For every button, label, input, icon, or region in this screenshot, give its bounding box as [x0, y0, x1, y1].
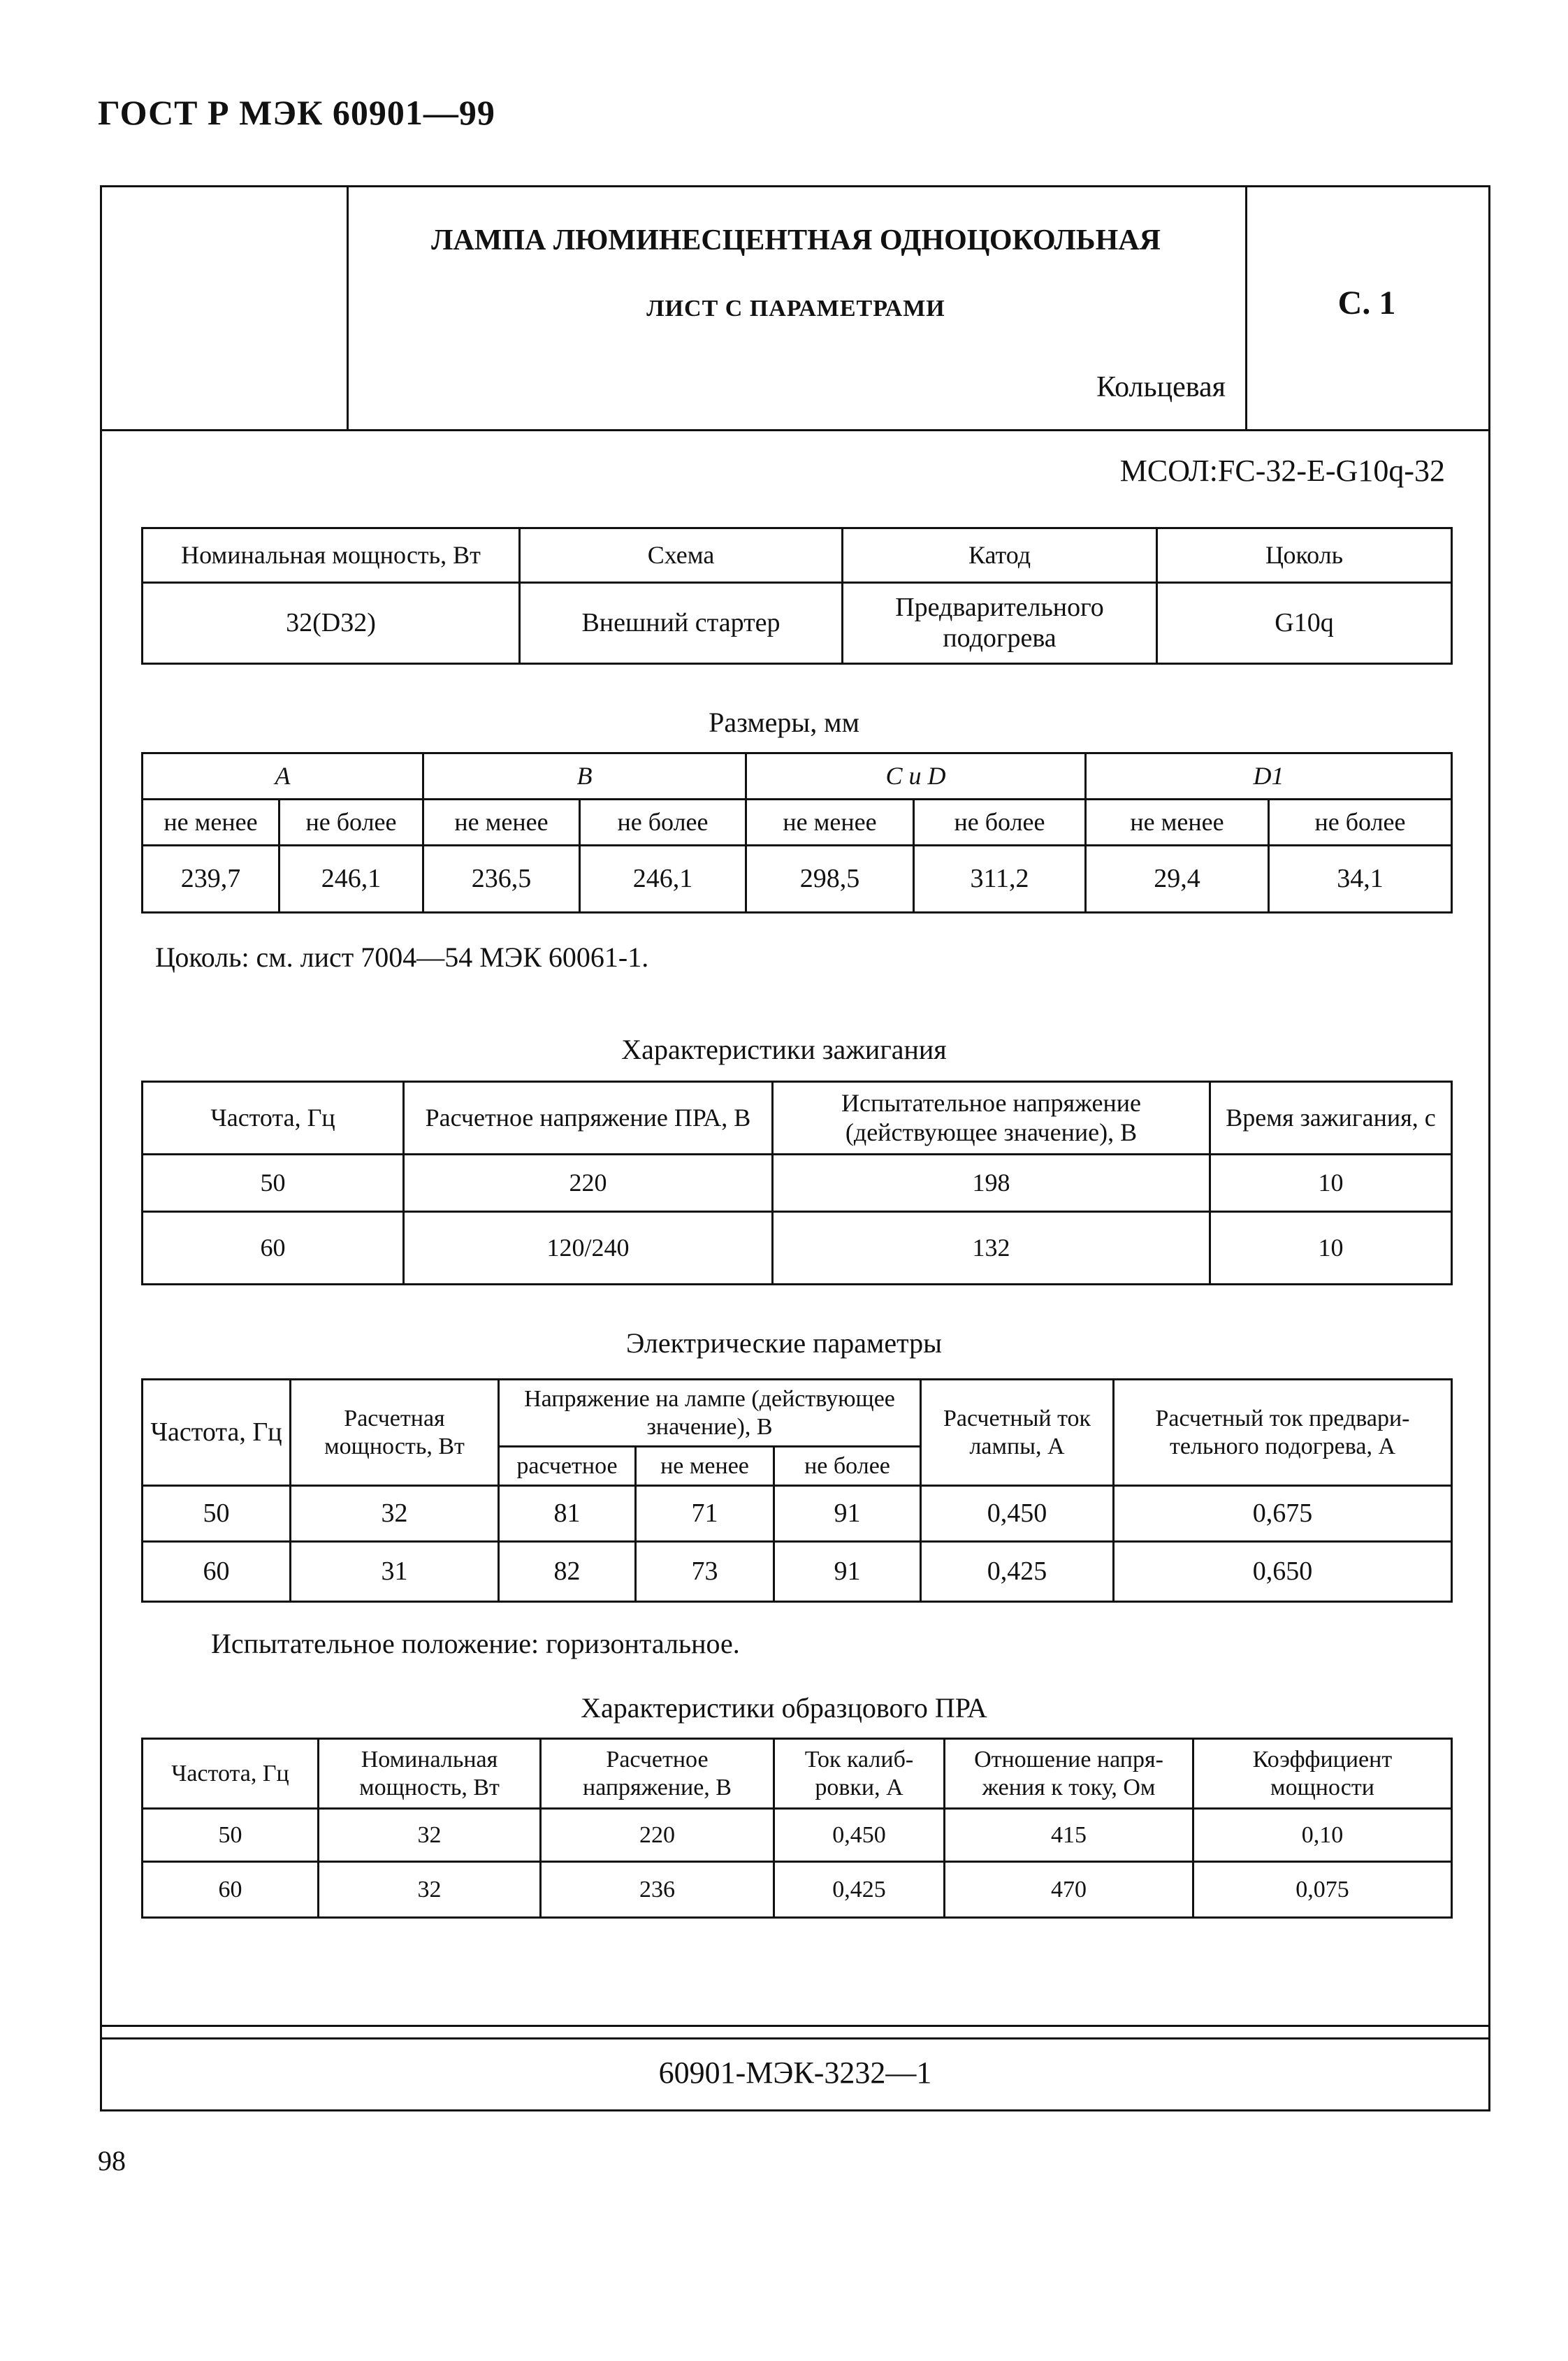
- table-cell: 32: [319, 1862, 541, 1918]
- sheet-subtitle: ЛИСТ С ПАРАМЕТРАМИ: [646, 296, 945, 322]
- table-header-cell: Расчетный ток лампы, А: [921, 1380, 1114, 1486]
- table-cell: 0,650: [1114, 1542, 1452, 1602]
- table-header-cell: не менее: [143, 800, 280, 846]
- table-header-cell: Расчетный ток предвари-тельного подогрева, А: [1114, 1380, 1452, 1486]
- table-cell: 10: [1210, 1212, 1452, 1285]
- table-cell: Предварительного подогрева: [843, 583, 1157, 664]
- table-header-cell: Цоколь: [1157, 528, 1452, 583]
- electrical-table: [141, 1378, 1453, 1603]
- table-cell: Внешний стартер: [520, 583, 843, 664]
- table-header-cell: Время зажигания, с: [1210, 1082, 1452, 1155]
- sheet-header: [102, 187, 1488, 431]
- page-number: 98: [98, 2145, 126, 2176]
- table-cell: 32: [319, 1809, 541, 1862]
- table-header-cell: не менее: [636, 1447, 774, 1486]
- sheet-header-page: [1245, 187, 1488, 429]
- table-cell: 0,10: [1193, 1809, 1452, 1862]
- cap-note: Цоколь: см. лист 7004—54 МЭК 60061-1.: [155, 941, 649, 973]
- table-cell: 50: [143, 1155, 404, 1212]
- table-cell: 298,5: [746, 846, 914, 913]
- general-table: [141, 527, 1453, 665]
- table-cell: 0,075: [1193, 1862, 1452, 1918]
- table-cell: 32(D32): [143, 583, 520, 664]
- table-cell: 29,4: [1086, 846, 1269, 913]
- table-header-cell: не менее: [423, 800, 580, 846]
- sheet-page-code: С. 1: [1337, 284, 1396, 322]
- sheet-number: 60901-МЭК-3232—1: [658, 2056, 932, 2090]
- table-cell: 91: [774, 1486, 921, 1542]
- dimension-group-d1: D1: [1086, 753, 1452, 800]
- lamp-designation: МСОЛ:FC-32-E-G10q-32: [1119, 454, 1445, 488]
- table-cell: 34,1: [1269, 846, 1452, 913]
- sheet-header-blank: [102, 187, 349, 429]
- dimension-group-b: B: [423, 753, 746, 800]
- table-cell: 132: [773, 1212, 1210, 1285]
- test-position-note: Испытательное положение: горизонтальное.: [211, 1628, 740, 1659]
- table-header-cell: Катод: [843, 528, 1157, 583]
- table-cell: 239,7: [143, 846, 280, 913]
- table-cell: 0,425: [921, 1542, 1114, 1602]
- table-cell: 81: [499, 1486, 636, 1542]
- table-cell: 311,2: [914, 846, 1086, 913]
- table-header-cell: Ток калиб-ровки, А: [774, 1739, 945, 1809]
- table-cell: 10: [1210, 1155, 1452, 1212]
- table-cell: 31: [291, 1542, 499, 1602]
- table-header-cell: Частота, Гц: [143, 1380, 291, 1486]
- table-header-cell: не более: [1269, 800, 1452, 846]
- standard-title: ГОСТ Р МЭК 60901—99: [98, 93, 495, 132]
- table-cell: 220: [541, 1809, 774, 1862]
- table-cell: 198: [773, 1155, 1210, 1212]
- table-cell: 220: [404, 1155, 773, 1212]
- table-header-cell: Напряжение на лампе (действующее значение), В: [499, 1380, 921, 1447]
- ballast-table: [141, 1738, 1453, 1919]
- table-cell: 0,425: [774, 1862, 945, 1918]
- ignition-caption: Характеристики зажигания: [621, 1034, 947, 1065]
- ballast-caption: Характеристики образцового ПРА: [581, 1692, 987, 1724]
- table-header-cell: Номинальная мощность, Вт: [143, 528, 520, 583]
- electrical-caption: Электрические параметры: [626, 1327, 942, 1359]
- table-header-cell: не более: [774, 1447, 921, 1486]
- table-cell: 120/240: [404, 1212, 773, 1285]
- table-cell: G10q: [1157, 583, 1452, 664]
- table-cell: 236,5: [423, 846, 580, 913]
- dimension-group-a: A: [143, 753, 423, 800]
- table-cell: 415: [945, 1809, 1193, 1862]
- table-header-cell: Номинальная мощность, Вт: [319, 1739, 541, 1809]
- table-header-cell: не более: [914, 800, 1086, 846]
- dimension-group-cd: C и D: [746, 753, 1086, 800]
- table-cell: 50: [143, 1486, 291, 1542]
- sheet-title: ЛАМПА ЛЮМИНЕСЦЕНТНАЯ ОДНОЦОКОЛЬНАЯ: [431, 224, 1161, 257]
- table-cell: 91: [774, 1542, 921, 1602]
- table-header-cell: расчетное: [499, 1447, 636, 1486]
- table-header-cell: не более: [280, 800, 423, 846]
- table-header-cell: не более: [580, 800, 746, 846]
- table-cell: 246,1: [580, 846, 746, 913]
- sheet-header-center: [347, 187, 1247, 429]
- table-header-cell: Расчетная мощность, Вт: [291, 1380, 499, 1486]
- table-header-cell: не менее: [746, 800, 914, 846]
- lamp-kind: Кольцевая: [1096, 371, 1226, 403]
- table-header-cell: Испытательное напряжение (действующее значение), В: [773, 1082, 1210, 1155]
- table-cell: 60: [143, 1542, 291, 1602]
- table-cell: 60: [143, 1212, 404, 1285]
- table-cell: 236: [541, 1862, 774, 1918]
- table-cell: 82: [499, 1542, 636, 1602]
- table-cell: 60: [143, 1862, 319, 1918]
- dimensions-caption: Размеры, мм: [709, 707, 859, 738]
- table-header-cell: Частота, Гц: [143, 1739, 319, 1809]
- table-header-cell: не менее: [1086, 800, 1269, 846]
- table-cell: 71: [636, 1486, 774, 1542]
- table-cell: 0,450: [774, 1809, 945, 1862]
- table-header-cell: Расчетное напряжение ПРА, В: [404, 1082, 773, 1155]
- table-cell: 32: [291, 1486, 499, 1542]
- table-cell: 470: [945, 1862, 1193, 1918]
- table-cell: 246,1: [280, 846, 423, 913]
- table-header-cell: Коэффициент мощности: [1193, 1739, 1452, 1809]
- dimensions-table: [141, 752, 1453, 914]
- table-cell: 0,450: [921, 1486, 1114, 1542]
- table-header-cell: Расчетное напряжение, В: [541, 1739, 774, 1809]
- table-cell: 0,675: [1114, 1486, 1452, 1542]
- table-cell: 73: [636, 1542, 774, 1602]
- table-cell: 50: [143, 1809, 319, 1862]
- table-header-cell: Частота, Гц: [143, 1082, 404, 1155]
- table-header-cell: Отношение напря-жения к току, Ом: [945, 1739, 1193, 1809]
- sheet-footer: [102, 2037, 1488, 2109]
- table-header-cell: Схема: [520, 528, 843, 583]
- ignition-table: [141, 1081, 1453, 1285]
